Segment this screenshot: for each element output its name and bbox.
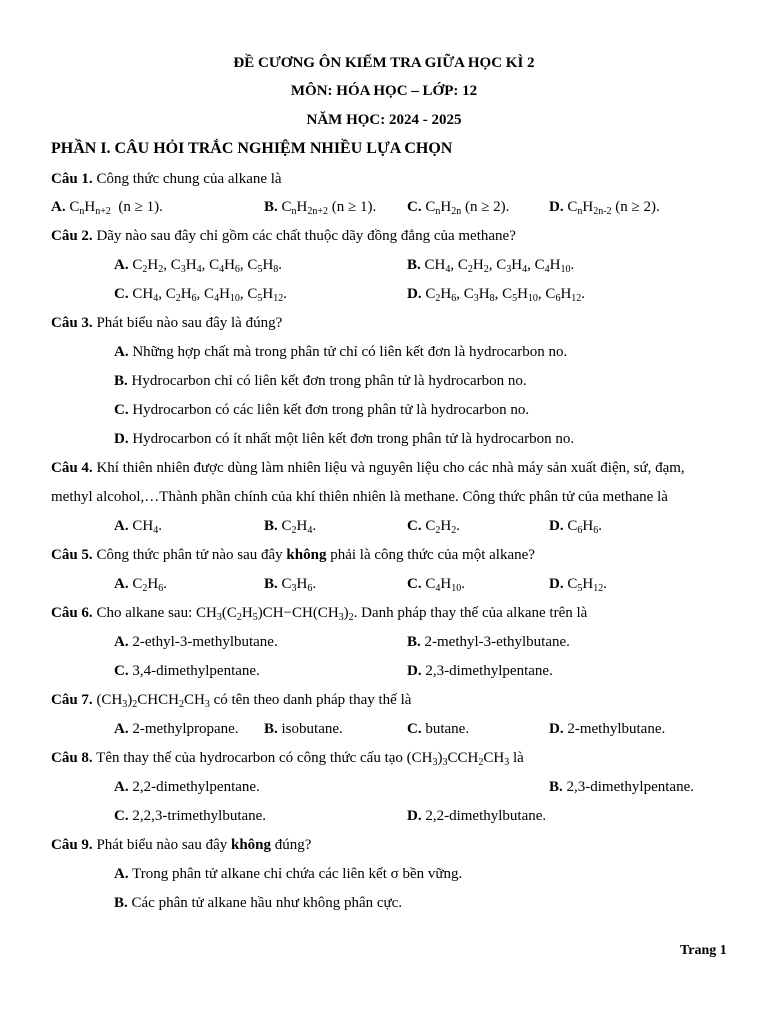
q9-option-b: B. Các phân tử alkane hầu như không phân cực.	[114, 895, 403, 911]
question-1: Câu 1. Công thức chung của alkane là	[51, 171, 282, 187]
document-year: NĂM HỌC: 2024 - 2025	[306, 112, 462, 128]
q7-option-b: B. isobutane.	[264, 721, 343, 737]
q7-option-c: C. butane.	[407, 721, 470, 737]
q6-option-d: D. 2,3-dimethylpentane.	[407, 663, 553, 679]
q3-option-a: A. Những hợp chất mà trong phân tử chỉ có liên kết đơn là hydrocarbon no.	[114, 344, 568, 360]
q8-option-c: C. 2,2,3-trimethylbutane.	[114, 808, 267, 824]
question-4: Câu 4. Khí thiên nhiên được dùng làm nhiên liệu và nguyên liệu cho các nhà máy sản xuất điện, sứ, đạm,	[51, 460, 685, 476]
q5-option-d: D. $C_5H_{12}$.	[549, 576, 607, 594]
q7-option-d: D. 2-methylbutane.	[549, 721, 666, 737]
q4-option-b: B. $C_2H_4$.	[264, 518, 317, 536]
q2-option-c: C. $CH_4$, $C_2H_6$, $C_4H_{10}$, $C_5H_{12}$.	[114, 286, 288, 304]
q7-option-a: A. 2-methylpropane.	[114, 721, 239, 737]
q6-option-c: C. 3,4-dimethylpentane.	[114, 663, 260, 679]
q4-option-a: A. $CH_4$.	[114, 518, 162, 536]
q3-option-d: D. Hydrocarbon có ít nhất một liên kết đơn trong phân tử là hydrocarbon no.	[114, 431, 575, 447]
q3-option-c: C. Hydrocarbon có các liên kết đơn trong phân tử là hydrocarbon no.	[114, 402, 530, 418]
q1-option-c: C. $C_nH_{2n}$ (n ≥ 2).	[407, 199, 510, 217]
q2-option-d: D. $C_2H_6$, $C_3H_8$, $C_5H_{10}$, $C_6H_{12}$.	[407, 286, 586, 304]
q5-option-b: B. $C_3H_6$.	[264, 576, 317, 594]
q4-option-d: D. $C_6H_6$.	[549, 518, 602, 536]
document-title: ĐỀ CƯƠNG ÔN KIỂM TRA GIỮA HỌC KÌ 2	[233, 55, 535, 71]
question-9: Câu 9. Phát biểu nào sau đây không đúng?	[51, 837, 312, 853]
question-2: Câu 2. Dãy nào sau đây chỉ gồm các chất thuộc dãy đồng đẳng của methane?	[51, 228, 516, 244]
q1-option-a: A. $C_nH_{n+2}$ (n ≥ 1).	[51, 199, 163, 217]
q2-option-b: B. $CH_4$, $C_2H_2$, $C_3H_4$, $C_4H_{10}$.	[407, 257, 575, 275]
q6-option-a: A. 2-ethyl-3-methylbutane.	[114, 634, 278, 650]
q5-option-c: C. $C_4H_{10}$.	[407, 576, 465, 594]
q6-option-b: B. 2-methyl-3-ethylbutane.	[407, 634, 570, 650]
q4-option-c: C. $C_2H_2$.	[407, 518, 460, 536]
q5-option-a: A. $C_2H_6$.	[114, 576, 167, 594]
question-7: Câu 7. $(CH_3)_2CHCH_2CH_3$ có tên theo danh pháp thay thế là	[51, 692, 412, 710]
question-8: Câu 8. Tên thay thế của hydrocarbon có công thức cấu tạo $(CH_3)_3CCH_2CH_3$ là	[51, 750, 524, 768]
q1-option-d: D. $C_nH_{2n-2}$ (n ≥ 2).	[549, 199, 660, 217]
q3-option-b: B. Hydrocarbon chỉ có liên kết đơn trong phân tử là hydrocarbon no.	[114, 373, 527, 389]
q8-option-d: D. 2,2-dimethylbutane.	[407, 808, 547, 824]
q1-option-b: B. $C_nH_{2n+2}$ (n ≥ 1).	[264, 199, 377, 217]
section-heading: PHẦN I. CÂU HỎI TRẮC NGHIỆM NHIỀU LỰA CHỌN	[51, 140, 453, 157]
q2-option-a: A. $C_2H_2$, $C_3H_4$, $C_4H_6$, $C_5H_8$.	[114, 257, 283, 275]
page-number: Trang 1	[680, 943, 727, 958]
question-3: Câu 3. Phát biểu nào sau đây là đúng?	[51, 315, 283, 331]
question-4-continued: methyl alcohol,…Thành phần chính của khí thiên nhiên là methane. Công thức phân tử của methane là	[51, 489, 668, 505]
question-6: Câu 6. Cho alkane sau: $CH_3(C_2H_5)CH-CH(CH_3)_2$. Danh pháp thay thế của alkane trên là	[51, 605, 588, 623]
document-subject: MÔN: HÓA HỌC – LỚP: 12	[290, 83, 478, 99]
q8-option-b: B. 2,3-dimethylpentane.	[549, 779, 694, 795]
question-5: Câu 5. Công thức phân tử nào sau đây không phải là công thức của một alkane?	[51, 547, 535, 563]
q9-option-a: A. Trong phân tử alkane chỉ chứa các liên kết σ bền vững.	[114, 866, 463, 882]
q8-option-a: A. 2,2-dimethylpentane.	[114, 779, 260, 795]
